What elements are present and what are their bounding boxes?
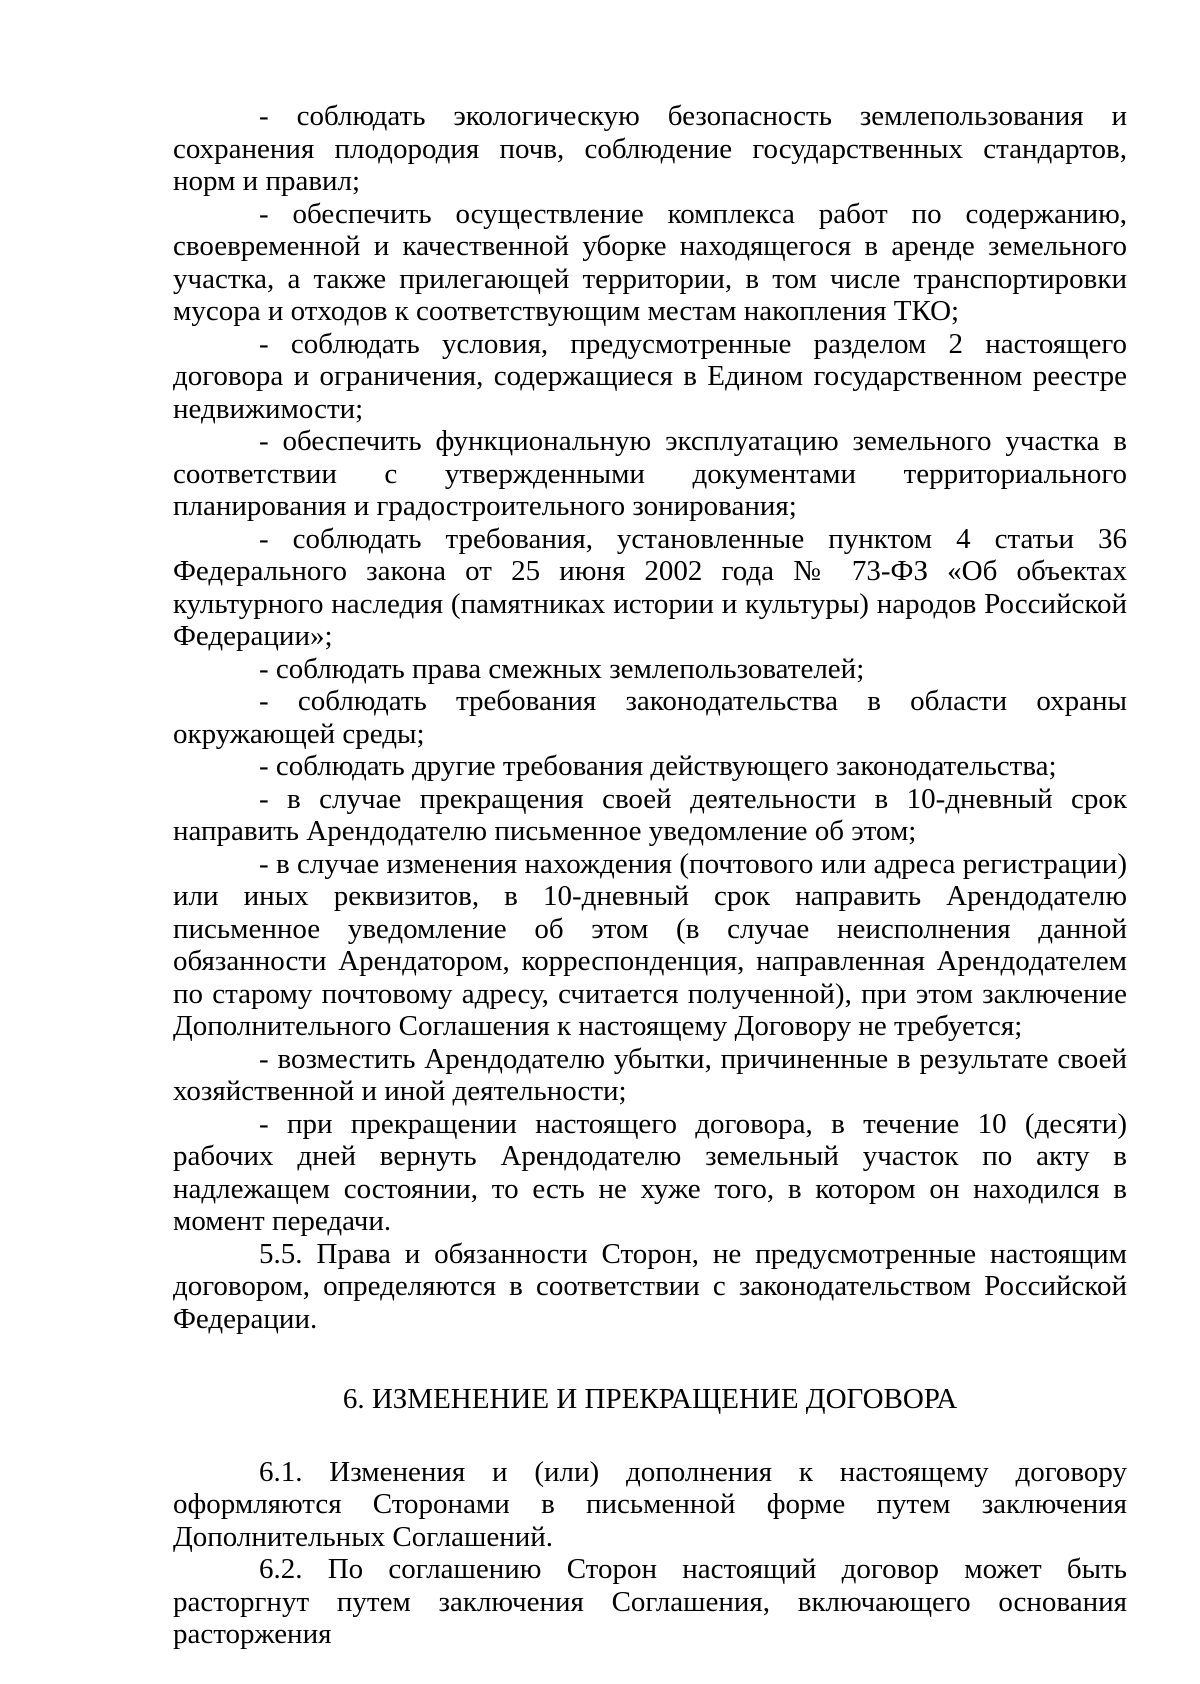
section-6-heading: 6. ИЗМЕНЕНИЕ И ПРЕКРАЩЕНИЕ ДОГОВОРА	[342, 1383, 958, 1415]
obligation-environment: - соблюдать требования законодательства в области охраны окружающей среды;	[173, 685, 1127, 750]
obligation-other-law: - соблюдать другие требования действующего законодательства;	[259, 750, 1057, 782]
obligation-ecological-safety: - соблюдать экологическую безопасность землепользования и сохранения плодородия почв, соблюдение государственных стандартов, норм и правил;	[173, 100, 1127, 197]
obligation-neighbour-rights: - соблюдать права смежных землепользователей;	[259, 652, 865, 685]
obligation-damages: - возместить Арендодателю убытки, причиненные в результате своей хозяйственной и иной деятельности;	[173, 1042, 1127, 1107]
obligation-cultural-heritage: - соблюдать требования, установленные пунктом 4 статьи 36 Федерального закона от 25 июня 2002 года № 73-ФЗ «Об объектах культурного наследия (памятниках истории и культуры) народов Российской Федерации»;	[173, 522, 1127, 652]
clause-6-1: 6.1. Изменения и (или) дополнения к настоящему договору оформляются Сторонами в письменной форме путем заключения Дополнительных Соглашений.	[173, 1455, 1127, 1553]
obligation-termination-notice: - в случае прекращения своей деятельности в 10-дневный срок направить Арендодателю письменное уведомление об этом;	[173, 782, 1127, 847]
clause-6-2: 6.2. По соглашению Сторон настоящий договор может быть расторгнут путем заключения Соглашения, включающего основания расторжения	[173, 1553, 1127, 1650]
obligation-cleaning-works: - обеспечить осуществление комплекса работ по содержанию, своевременной и качественной уборке находящегося в аренде земельного участка, а также прилегающей территории, в том числе транспортировки мусора и отходов к соответствующим местам накопления ТКО;	[173, 197, 1127, 327]
document-page	[173, 100, 1127, 1651]
obligation-section2-conditions: - соблюдать условия, предусмотренные разделом 2 настоящего договора и ограничения, содержащиеся в Едином государственном реестре недвижимости;	[173, 327, 1127, 425]
obligation-functional-use: - обеспечить функциональную эксплуатацию земельного участка в соответствии с утвержденными документами территориального планирования и градостроительного зонирования;	[173, 425, 1127, 522]
obligation-return-land: - при прекращении настоящего договора, в течение 10 (десяти) рабочих дней вернуть Арендодателю земельный участок по акту в надлежащем состоянии, то есть не хуже того, в котором он находился в момент передачи.	[173, 1107, 1127, 1237]
obligation-address-change: - в случае изменения нахождения (почтового или адреса регистрации) или иных реквизитов, в 10-дневный срок направить Арендодателю письменное уведомление об этом (в случае неисполнения данной обязанности Арендатором, корреспонденция, направленная Арендодателем по старому почтовому адресу, считается полученной), при этом заключение Дополнительного Соглашения к настоящему Договору не требуется;	[173, 847, 1127, 1042]
clause-5-5: 5.5. Права и обязанности Сторон, не предусмотренные настоящим договором, определяются в соответствии с законодательством Российской Федерации.	[173, 1237, 1127, 1335]
